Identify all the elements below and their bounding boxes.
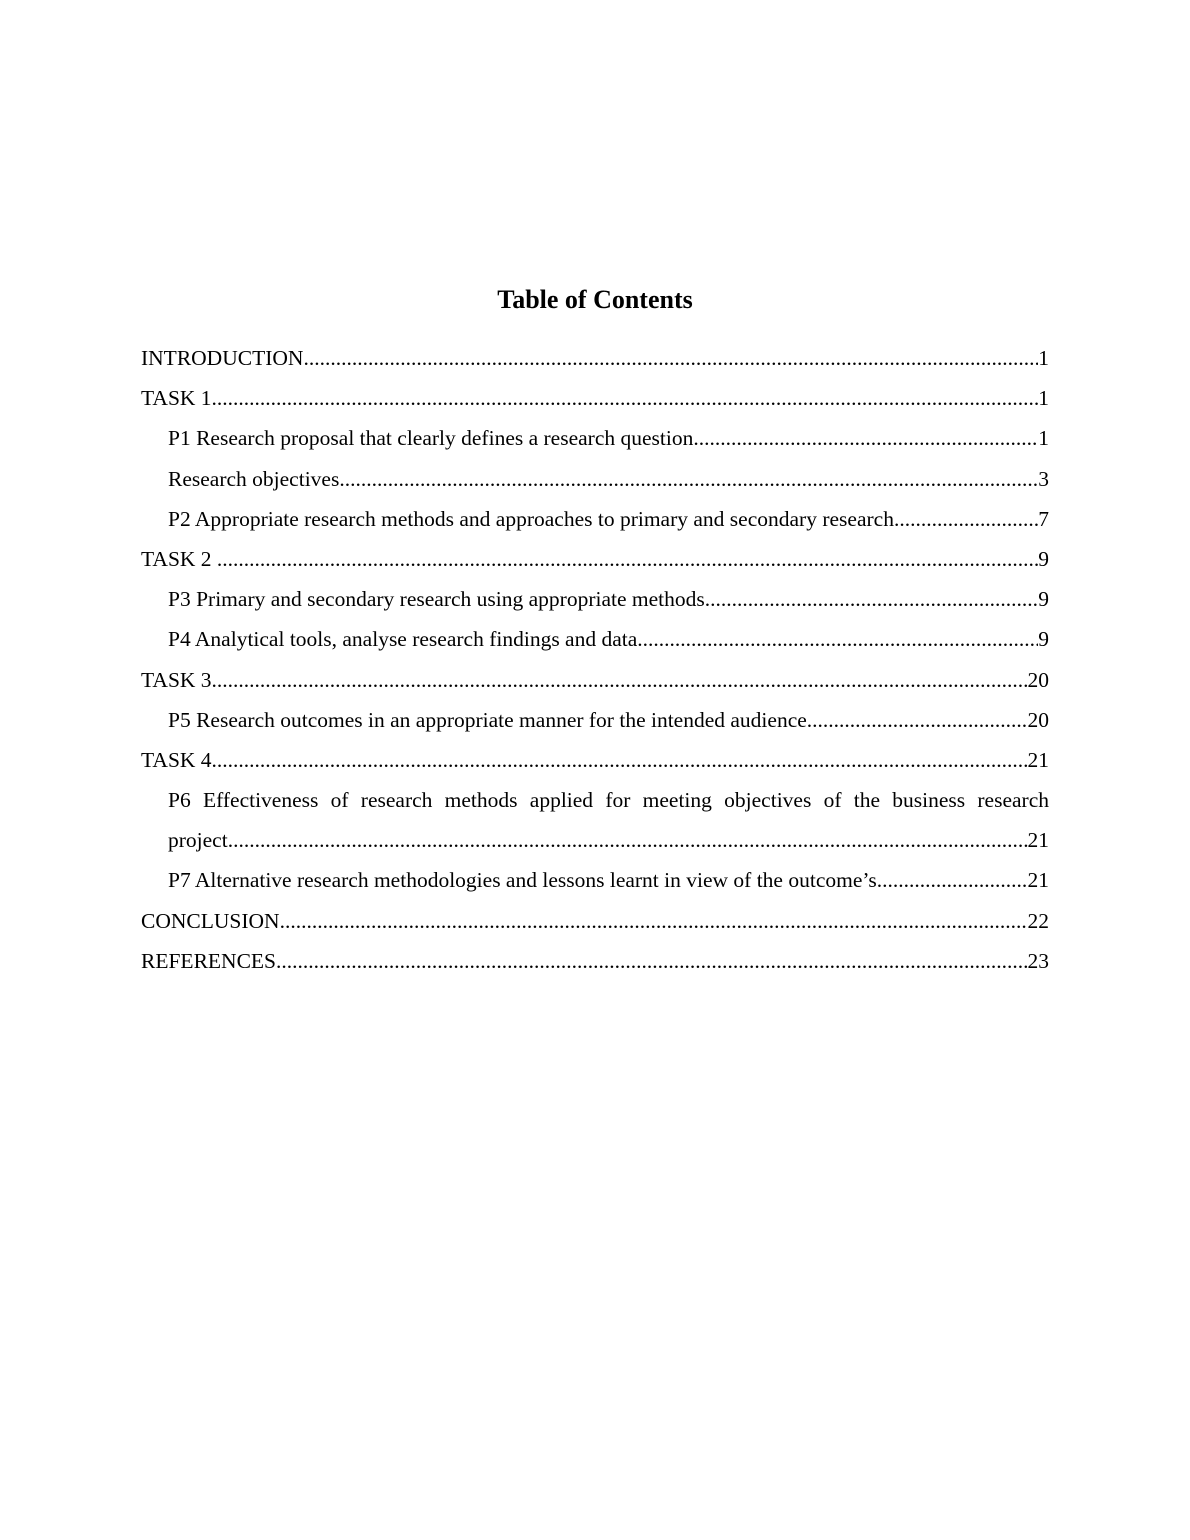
toc-entry-label: Research objectives xyxy=(168,459,339,499)
toc-entry-label: P3 Primary and secondary research using appropriate methods xyxy=(168,579,705,619)
toc-leader-dots xyxy=(894,499,1038,539)
toc-entry-label: REFERENCES xyxy=(141,941,276,981)
toc-entry-task-4[interactable] xyxy=(141,740,1049,780)
toc-entry-page: 1 xyxy=(1038,378,1049,418)
toc-entry-label: TASK 1 xyxy=(141,378,212,418)
toc-entry-label: INTRODUCTION xyxy=(141,338,303,378)
toc-leader-dots xyxy=(228,820,1028,860)
toc-leader-dots xyxy=(212,378,1039,418)
toc-entry-page: 9 xyxy=(1038,539,1049,579)
toc-entry-label: P1 Research proposal that clearly defines a research question xyxy=(168,418,693,458)
toc-entry-research-objectives[interactable] xyxy=(168,459,1049,499)
toc-entry-page: 9 xyxy=(1038,619,1049,659)
toc-entry-label: TASK 3 xyxy=(141,660,212,700)
toc-entry-page: 3 xyxy=(1038,459,1049,499)
toc-leader-dots xyxy=(339,459,1038,499)
toc-entry-p6[interactable] xyxy=(168,780,1049,860)
toc-entry-conclusion[interactable] xyxy=(141,901,1049,941)
toc-entry-p1[interactable] xyxy=(168,418,1049,458)
toc-entry-label: CONCLUSION xyxy=(141,901,280,941)
toc-leader-dots xyxy=(877,860,1028,900)
toc-entry-label: P4 Analytical tools, analyse research findings and data xyxy=(168,619,637,659)
toc-entry-page: 23 xyxy=(1028,941,1050,981)
toc-entry-references[interactable] xyxy=(141,941,1049,981)
toc-entry-page: 20 xyxy=(1028,700,1050,740)
toc-entry-p7[interactable] xyxy=(168,860,1049,900)
toc-entry-introduction[interactable] xyxy=(141,338,1049,378)
toc-leader-dots xyxy=(212,740,1028,780)
toc-leader-dots xyxy=(212,660,1028,700)
toc-entry-label: P7 Alternative research methodologies and lessons learnt in view of the outcome’s xyxy=(168,860,877,900)
toc-entry-p4[interactable] xyxy=(168,619,1049,659)
toc-entry-task-1[interactable] xyxy=(141,378,1049,418)
toc-leader-dots xyxy=(637,619,1038,659)
toc-entry-task-3[interactable] xyxy=(141,660,1049,700)
toc-entry-page: 20 xyxy=(1028,660,1050,700)
toc-entry-label: P2 Appropriate research methods and approaches to primary and secondary research xyxy=(168,499,894,539)
toc-entry-label: P5 Research outcomes in an appropriate manner for the intended audience xyxy=(168,700,807,740)
toc-entry-p2[interactable] xyxy=(168,499,1049,539)
toc-entry-page: 21 xyxy=(1028,740,1050,780)
toc-leader-dots xyxy=(217,539,1038,579)
toc-entry-task-2[interactable] xyxy=(141,539,1049,579)
toc-leader-dots xyxy=(303,338,1038,378)
toc-leader-dots xyxy=(705,579,1039,619)
toc-list xyxy=(141,338,1049,981)
toc-entry-page: 1 xyxy=(1038,338,1049,378)
toc-entry-label-line2: project xyxy=(168,820,228,860)
toc-entry-label-line1: P6 Effectiveness of research methods applied for meeting objectives of the business research xyxy=(168,788,1049,813)
toc-leader-dots xyxy=(693,418,1038,458)
toc-entry-p3[interactable] xyxy=(168,579,1049,619)
toc-entry-page: 1 xyxy=(1038,418,1049,458)
toc-leader-dots xyxy=(276,941,1028,981)
toc-entry-page: 21 xyxy=(1028,860,1050,900)
toc-entry-page: 7 xyxy=(1038,499,1049,539)
toc-entry-page: 21 xyxy=(1028,820,1050,860)
toc-entry-label: TASK 2 xyxy=(141,539,217,579)
toc-leader-dots xyxy=(807,700,1028,740)
toc-entry-page: 22 xyxy=(1028,901,1050,941)
toc-leader-dots xyxy=(280,901,1028,941)
toc-entry-page: 9 xyxy=(1038,579,1049,619)
toc-entry-label: TASK 4 xyxy=(141,740,212,780)
toc-title: Table of Contents xyxy=(497,285,693,314)
toc-entry-p5[interactable] xyxy=(168,700,1049,740)
